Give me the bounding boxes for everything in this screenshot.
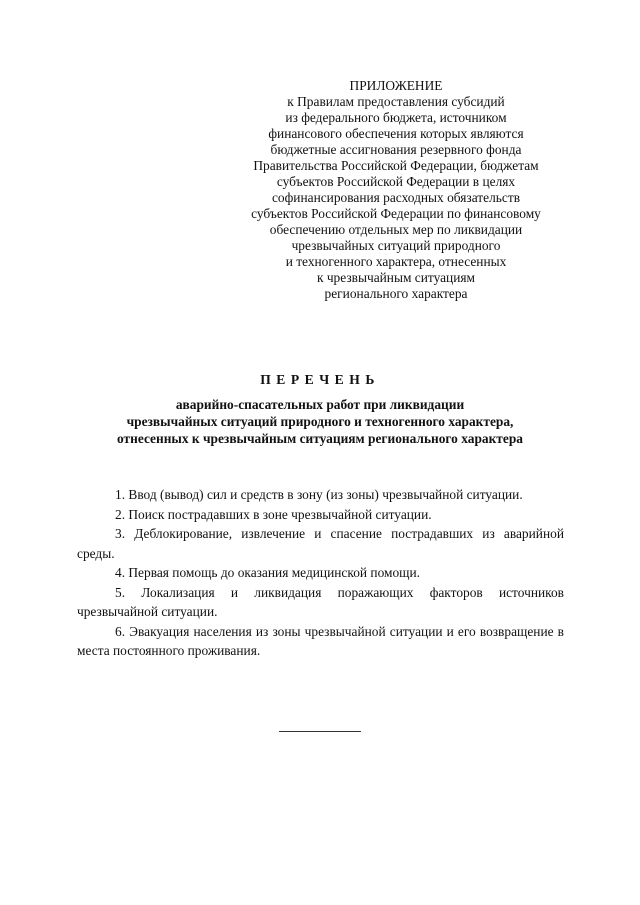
works-list: [77, 485, 564, 661]
list-item: 3. Деблокирование, извлечение и спасение пострадавших из аварийной среды.: [77, 526, 564, 561]
appendix-line: субъектов Российской Федерации в целях: [276, 174, 516, 189]
appendix-line: из федерального бюджета, источником: [285, 110, 507, 125]
list-item: 5. Локализация и ликвидация поражающих факторов источников чрезвычайной ситуации.: [77, 584, 564, 619]
document-title: ПЕРЕЧЕНЬ: [260, 372, 380, 387]
end-divider: [279, 731, 361, 732]
appendix-line: обеспечению отдельных мер по ликвидации: [269, 222, 523, 237]
appendix-line: к чрезвычайным ситуациям: [316, 270, 476, 285]
appendix-line: и техногенного характера, отнесенных: [285, 254, 507, 269]
appendix-line: финансового обеспечения которых являются: [268, 126, 524, 141]
list-item: 6. Эвакуация населения из зоны чрезвычайной ситуации и его возвращение в места постоянного проживания.: [77, 623, 564, 658]
appendix-heading: ПРИЛОЖЕНИЕ: [349, 78, 443, 93]
appendix-line: чрезвычайных ситуаций природного: [291, 238, 501, 253]
list-item: 1. Ввод (вывод) сил и средств в зону (из зоны) чрезвычайной ситуации.: [115, 487, 523, 502]
subtitle-line: аварийно-спасательных работ при ликвидации: [175, 397, 465, 412]
document-subtitle: [70, 396, 570, 447]
appendix-line: софинансирования расходных обязательств: [271, 190, 521, 205]
appendix-line: субъектов Российской Федерации по финансовому: [251, 206, 541, 221]
title-block: [70, 372, 570, 447]
appendix-line: Правительства Российской Федерации, бюджетам: [253, 158, 539, 173]
appendix-block: [230, 78, 562, 302]
appendix-line: регионального характера: [324, 286, 468, 301]
subtitle-line: чрезвычайных ситуаций природного и техногенного характера,: [126, 414, 514, 429]
list-item: 4. Первая помощь до оказания медицинской помощи.: [115, 565, 421, 580]
subtitle-line: отнесенных к чрезвычайным ситуациям регионального характера: [117, 431, 523, 446]
appendix-line: к Правилам предоставления субсидий: [287, 94, 505, 109]
list-item: 2. Поиск пострадавших в зоне чрезвычайной ситуации.: [115, 506, 432, 522]
appendix-line: бюджетные ассигнования резервного фонда: [270, 142, 522, 157]
